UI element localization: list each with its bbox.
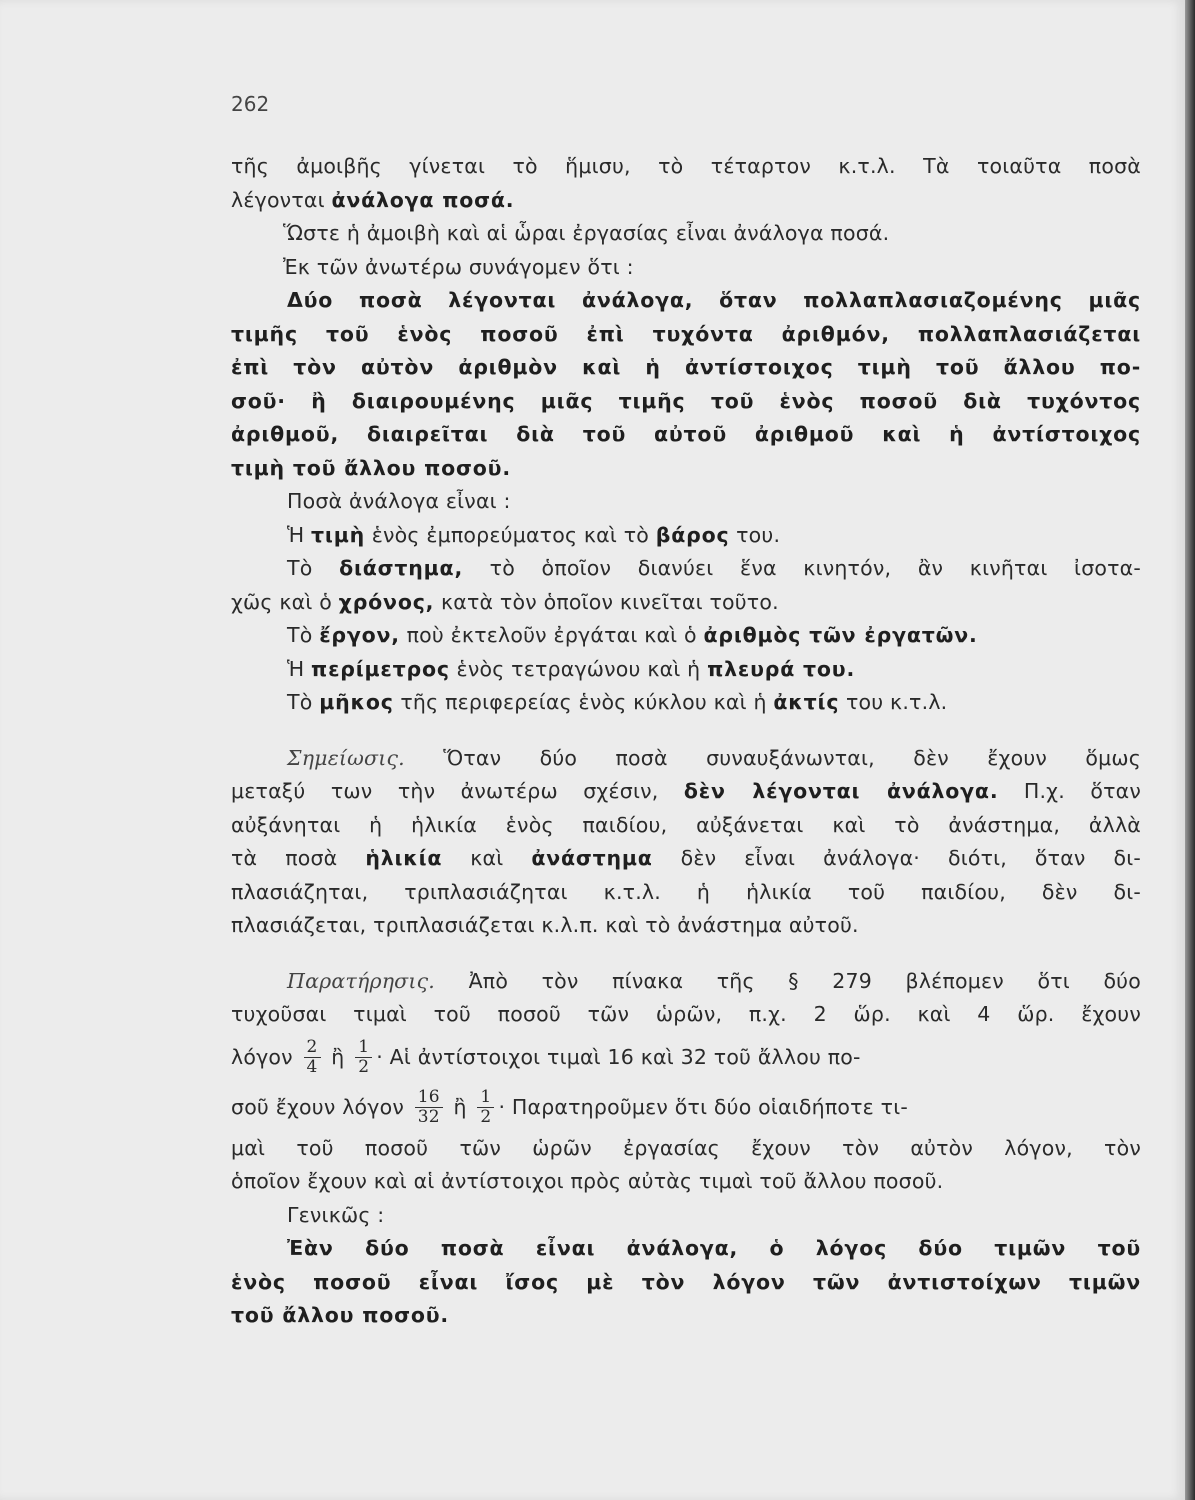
text-span: λόγον: [231, 1044, 293, 1069]
text-span: δὲν εἶναι ἀνάλογα· διότι, ὅταν δι-: [652, 846, 1141, 870]
note-line: πλασιάζεται, τριπλασιάζεται κ.λ.π. καὶ τὸ ἀνάστημα αὐτοῦ.: [231, 913, 859, 937]
text-span: τὸ ὁποῖον διανύει ἕνα κινητόν, ἂν κινῆται ἰσοτα-: [489, 556, 1141, 580]
fraction: [415, 1088, 443, 1127]
paragraph-line: Ἐκ τῶν ἀνωτέρω συνάγομεν ὅτι :: [283, 254, 634, 279]
paragraph-line: [231, 184, 1141, 218]
spacer: [231, 720, 1141, 742]
remark-line: Γενικῶς :: [287, 1202, 385, 1227]
text-span: τῆς περιφερείας ἑνὸς κύκλου καὶ ἡ: [393, 690, 774, 714]
text-span: του κ.τ.λ.: [839, 690, 948, 714]
bold-term: πλευρά του.: [707, 656, 856, 681]
remark-line: [231, 965, 1141, 999]
fraction: [355, 1038, 372, 1077]
page-number: 262: [231, 92, 270, 116]
bold-term: ἀριθμὸς τῶν ἐργατῶν.: [703, 623, 978, 647]
text-span: ἢ: [331, 1044, 345, 1069]
page-body: [231, 150, 1141, 1333]
fraction-denominator: 32: [417, 1107, 440, 1127]
fraction: [477, 1088, 494, 1127]
page-edge: [1185, 0, 1195, 1500]
bold-term: χρόνος,: [338, 589, 435, 614]
fraction-denominator: 2: [480, 1107, 492, 1127]
rule-line: Ἐὰν δύο ποσὰ εἶναι ἀνάλογα, ὁ λόγος δύο τιμῶν τοῦ: [287, 1236, 1141, 1260]
bold-term: περίμετρος: [311, 656, 450, 681]
bold-term: ἀνάστημα: [531, 846, 653, 870]
bold-term: μῆκος: [319, 690, 394, 714]
bold-term: ἀκτίς: [773, 690, 840, 714]
definition-line: τιμῆς τοῦ ἑνὸς ποσοῦ ἐπὶ τυχόντα ἀριθμόν, πολλαπλασιάζεται: [231, 321, 1141, 346]
rule-line: τοῦ ἄλλου ποσοῦ.: [231, 1303, 450, 1327]
text-span: του.: [729, 522, 781, 547]
remark-line: τυχοῦσαι τιμαὶ τοῦ ποσοῦ τῶν ὡρῶν, π.χ. 2 ὥρ. καὶ 4 ὥρ. ἔχουν: [231, 1002, 1141, 1026]
rule-line: ἑνὸς ποσοῦ εἶναι ἴσος μὲ τὸν λόγον τῶν ἀντιστοίχων τιμῶν: [231, 1269, 1141, 1294]
note-line: [231, 842, 1141, 876]
text-span: λέγονται: [231, 187, 332, 212]
bold-term: ἀνάλογα ποσά.: [331, 187, 515, 212]
text-span: ἢ: [453, 1094, 467, 1119]
text-span: ἑνὸς ἐμπορεύματος καὶ τὸ: [365, 522, 656, 547]
bold-term: ἡλικία: [365, 846, 443, 870]
fraction-numerator: 1: [355, 1038, 372, 1058]
example-line: [231, 552, 1141, 586]
text-span: · Παρατηροῦμεν ὅτι δύο οἱαιδήποτε τι-: [498, 1094, 908, 1119]
fraction: [304, 1038, 321, 1077]
example-line: [231, 653, 1141, 687]
text-span: Τὸ: [287, 623, 320, 647]
remark-line: ὁποῖον ἔχουν καὶ αἱ ἀντίστοιχοι πρὸς αὐτὰς τιμαὶ τοῦ ἄλλου ποσοῦ.: [231, 1169, 944, 1193]
bold-term: βάρος: [655, 522, 730, 547]
fraction-denominator: 2: [358, 1057, 370, 1077]
text-span: σοῦ ἔχουν λόγον: [231, 1094, 405, 1119]
fraction-numerator: 16: [415, 1088, 443, 1108]
definition-line: τιμὴ τοῦ ἄλλου ποσοῦ.: [231, 455, 511, 480]
text-span: Ἡ: [287, 656, 312, 681]
text-span: · Αἱ ἀντίστοιχοι τιμαὶ 16 καὶ 32 τοῦ ἄλλου πο-: [376, 1044, 861, 1069]
text-span: κατὰ τὸν ὁποῖον κινεῖται τοῦτο.: [434, 589, 779, 614]
text-span: Τὸ: [287, 556, 340, 580]
fraction-numerator: 2: [304, 1038, 321, 1058]
definition-line: σοῦ· ἢ διαιρουμένης μιᾶς τιμῆς τοῦ ἑνὸς ποσοῦ διὰ τυχόντος: [231, 388, 1141, 413]
bold-term: δὲν λέγονται ἀνάλογα.: [683, 779, 999, 803]
example-line: [231, 586, 1141, 620]
example-line: [231, 619, 1141, 653]
text-span: Ὅταν δύο ποσὰ συναυξάνωνται, δὲν ἔχουν ὅμως: [404, 745, 1141, 770]
definition-line: ἀριθμοῦ, διαιρεῖται διὰ τοῦ αὐτοῦ ἀριθμοῦ καὶ ἡ ἀντίστοιχος: [231, 422, 1141, 446]
bold-term: ἔργον,: [319, 623, 400, 647]
text-span: Ἡ: [287, 522, 312, 547]
text-span: καὶ: [442, 846, 532, 870]
spacer: [231, 943, 1141, 965]
bold-term: διάστημα,: [339, 556, 464, 580]
definition-line: Δύο ποσὰ λέγονται ἀνάλογα, ὅταν πολλαπλασιαζομένης μιᾶς: [287, 288, 1141, 312]
note-line: πλασιάζηται, τριπλασιάζηται κ.τ.λ. ἡ ἡλικία τοῦ παιδίου, δὲν δι-: [231, 879, 1141, 904]
text-span: Τὸ: [287, 690, 320, 714]
paragraph-line: Ποσὰ ἀνάλογα εἶναι :: [287, 489, 511, 513]
text-span: Π.χ. ὅταν: [998, 779, 1142, 803]
example-line: [231, 519, 1141, 553]
definition-line: ἐπὶ τὸν αὐτὸν ἀριθμὸν καὶ ἡ ἀντίστοιχος τιμὴ τοῦ ἄλλου πο-: [231, 355, 1141, 379]
text-span: ἑνὸς τετραγώνου καὶ ἡ: [449, 656, 708, 681]
paragraph-line: τῆς ἀμοιβῆς γίνεται τὸ ἥμισυ, τὸ τέταρτον κ.τ.λ. Τὰ τοιαῦτα ποσὰ: [231, 154, 1141, 178]
remark-line: μαὶ τοῦ ποσοῦ τῶν ὡρῶν ἐργασίας ἔχουν τὸν αὐτὸν λόγον, τὸν: [231, 1135, 1141, 1160]
bold-term: τιμὴ: [311, 522, 365, 547]
paragraph-line: Ὥστε ἡ ἀμοιβὴ καὶ αἱ ὧραι ἐργασίας εἶναι ἀνάλογα ποσά.: [283, 221, 890, 245]
text-span: χῶς καὶ ὁ: [231, 589, 339, 614]
example-line: [231, 686, 1141, 720]
text-span: μεταξύ των τὴν ἀνωτέρω σχέσιν,: [231, 779, 684, 803]
note-line: [231, 775, 1141, 809]
note-line: [231, 742, 1141, 776]
note-line: αὐξάνηται ἡ ἡλικία ἑνὸς παιδίου, αὐξάνεται καὶ τὸ ἀνάστημα, ἀλλὰ: [231, 812, 1141, 837]
remark-line-fractions: [231, 1032, 1141, 1082]
remark-heading: Παρατήρησις.: [287, 968, 436, 993]
fraction-denominator: 4: [306, 1057, 318, 1077]
fraction-numerator: 1: [477, 1088, 494, 1108]
note-heading: Σημείωσις.: [287, 745, 405, 770]
remark-line-fractions: [231, 1082, 1141, 1132]
text-span: Ἀπὸ τὸν πίνακα τῆς § 279 βλέπομεν ὅτι δύο: [435, 968, 1141, 993]
text-span: ποὺ ἐκτελοῦν ἐργάται καὶ ὁ: [399, 623, 704, 647]
text-span: τὰ ποσὰ: [231, 846, 366, 870]
